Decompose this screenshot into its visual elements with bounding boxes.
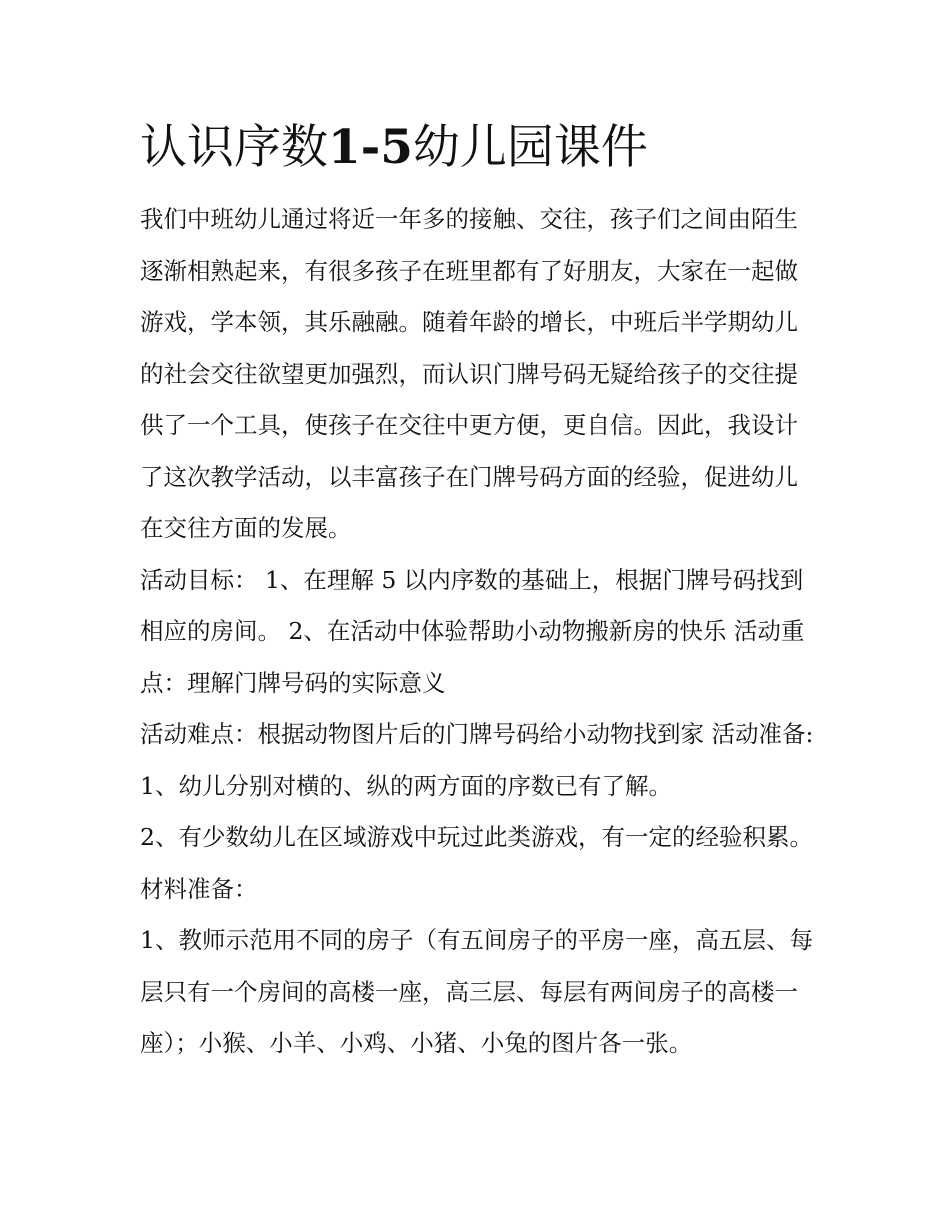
document-title xyxy=(140,112,820,184)
title-prefix: 认识序数 xyxy=(140,120,328,175)
activity-goals-paragraph: 活动目标： 1、在理解 5 以内序数的基础上，根据门牌号码找到相应的房间。 2、在活动中体验帮助小动物搬新房的快乐 活动重点：理解门牌号码的实际意义 xyxy=(140,565,805,697)
intro-paragraph: 我们中班幼儿通过将近一年多的接触、交往，孩子们之间由陌生逐渐相熟起来，有很多孩子在班里都有了好朋友，大家在一起做游戏，学本领，其乐融融。随着年龄的增长，中班后半学期幼儿的社会交往欲望更加强烈，而认识门牌号码无疑给孩子的交往提供了一个工具，使孩子在交往中更方便，更自信。因此，我设计了这次教学活动，以丰富孩子在门牌号码方面的经验，促进幼儿在交往方面的发展。 xyxy=(140,205,798,542)
title-number: 1-5 xyxy=(328,120,413,175)
experience-paragraph: 2、有少数幼儿在区域游戏中玩过此类游戏，有一定的经验积累。 材料准备： xyxy=(140,823,813,903)
activity-difficulty-paragraph: 活动难点：根据动物图片后的门牌号码给小动物找到家 活动准备:1、幼儿分别对横的、纵的两方面的序数已有了解。 xyxy=(140,720,814,800)
materials-paragraph: 1、教师示范用不同的房子（有五间房子的平房一座，高五层、每层只有一个房间的高楼一座，高三层、每层有两间房子的高楼一座）；小猴、小羊、小鸡、小猪、小兔的图片各一张。 xyxy=(140,926,813,1057)
document-body xyxy=(140,112,820,1070)
title-suffix: 幼儿园课件 xyxy=(412,120,648,175)
